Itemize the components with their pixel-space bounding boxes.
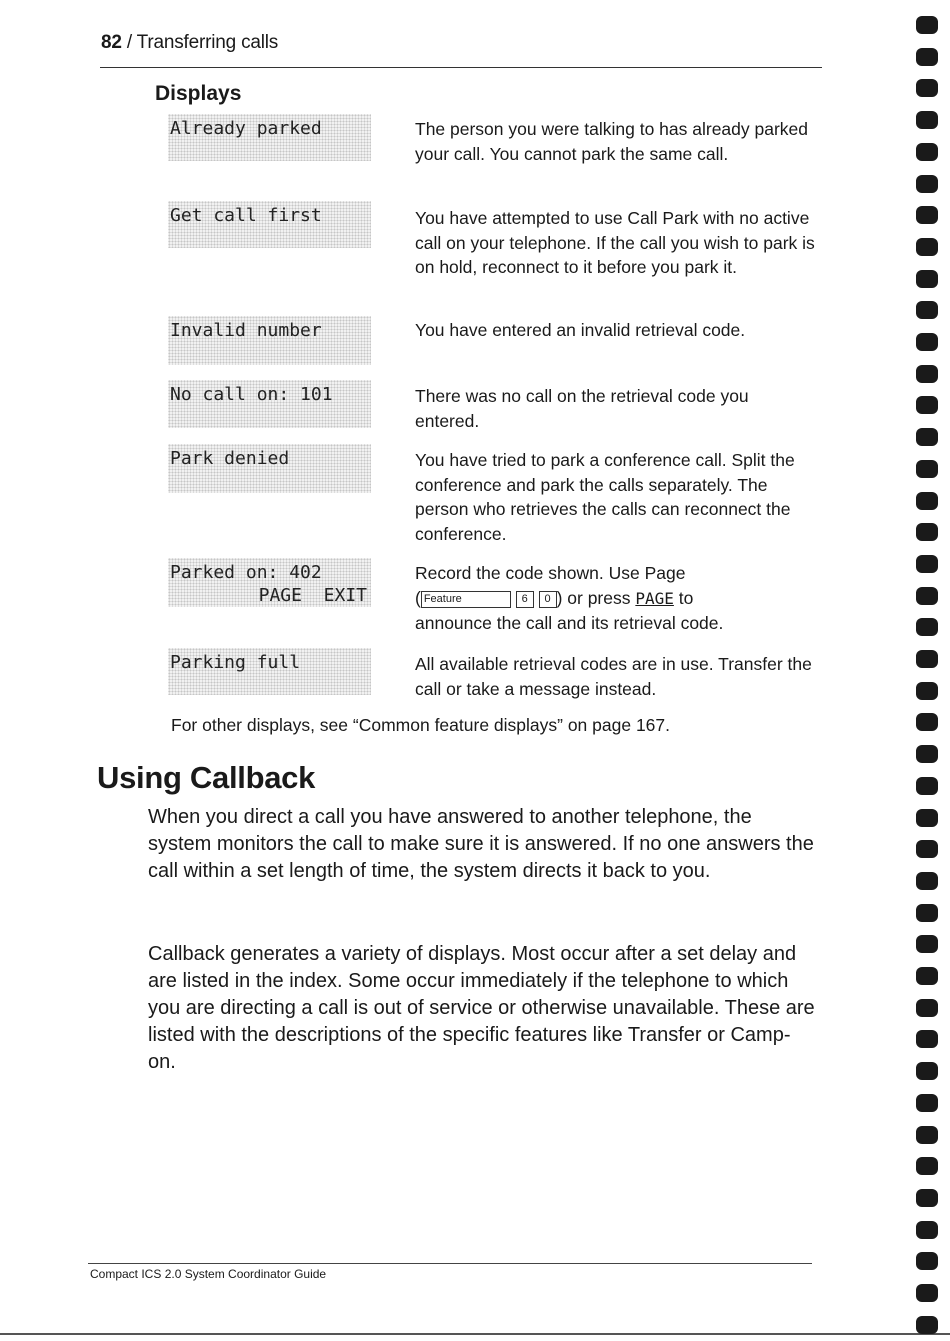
binding-ring-icon bbox=[916, 238, 938, 256]
binding-ring-icon bbox=[916, 1157, 938, 1175]
lcd-display-get-call-first: Get call first bbox=[168, 201, 371, 248]
lcd-display-no-call-on: No call on: 101 bbox=[168, 380, 371, 428]
binding-ring-icon bbox=[916, 301, 938, 319]
page-footer: Compact ICS 2.0 System Coordinator Guide bbox=[90, 1267, 327, 1281]
binding-ring-icon bbox=[916, 365, 938, 383]
page-edge-rule bbox=[0, 1333, 950, 1335]
binding-ring-icon bbox=[916, 175, 938, 193]
desc-line-keys bbox=[415, 586, 815, 612]
lcd-display-invalid-number: Invalid number bbox=[168, 316, 371, 365]
header-rule bbox=[100, 67, 822, 68]
heading-using-callback: Using Callback bbox=[97, 760, 316, 795]
header-title: Transferring calls bbox=[136, 32, 279, 53]
binding-ring-icon bbox=[916, 682, 938, 700]
binding-ring-icon bbox=[916, 270, 938, 288]
display-description: You have tried to park a conference call. Split the conference and park the calls separately. The person who retrieves the calls can reconnect the conference. bbox=[415, 450, 795, 544]
desc-line: announce the call and its retrieval code. bbox=[415, 613, 724, 633]
binding-ring-icon bbox=[916, 111, 938, 129]
binding-ring-icon bbox=[916, 618, 938, 636]
section-title: Displays bbox=[155, 82, 242, 105]
lcd-line-2: PAGE EXIT bbox=[258, 585, 367, 606]
binding-ring-icon bbox=[916, 587, 938, 605]
binding-ring-icon bbox=[916, 1030, 938, 1048]
binding-ring-icon bbox=[916, 396, 938, 414]
binding-ring-icon bbox=[916, 143, 938, 161]
spiral-binding bbox=[916, 8, 942, 1338]
digit-key-0-icon: 0 bbox=[539, 591, 557, 608]
binding-ring-icon bbox=[916, 713, 938, 731]
lcd-line-1: Parked on: 402 bbox=[170, 562, 322, 583]
header-separator: / bbox=[126, 32, 132, 53]
binding-ring-icon bbox=[916, 840, 938, 858]
paragraph: When you direct a call you have answered to another telephone, the system monitors the call to make sure it is answered. If no one answers the call within a set length of time, the system directs it back to you. bbox=[148, 806, 814, 882]
binding-ring-icon bbox=[916, 460, 938, 478]
page-header bbox=[101, 32, 278, 54]
display-description: You have entered an invalid retrieval code. bbox=[415, 320, 746, 340]
other-displays-note: For other displays, see “Common feature displays” on page 167. bbox=[171, 715, 671, 735]
binding-ring-icon bbox=[916, 79, 938, 97]
display-description: You have attempted to use Call Park with no active call on your telephone. If the call you wish to park is on hold, reconnect to it before you park it. bbox=[415, 208, 815, 277]
binding-ring-icon bbox=[916, 1189, 938, 1207]
display-description: All available retrieval codes are in use. Transfer the call or take a message instead. bbox=[415, 654, 812, 699]
feature-key-icon: Feature bbox=[421, 591, 511, 608]
binding-ring-icon bbox=[916, 1126, 938, 1144]
desc-line: Record the code shown. Use Page bbox=[415, 563, 686, 583]
lcd-display-park-denied: Park denied bbox=[168, 444, 371, 493]
binding-ring-icon bbox=[916, 48, 938, 66]
binding-ring-icon bbox=[916, 1284, 938, 1302]
lcd-display-already-parked: Already parked bbox=[168, 114, 371, 161]
binding-ring-icon bbox=[916, 904, 938, 922]
lcd-display-parked-on bbox=[168, 558, 371, 607]
binding-ring-icon bbox=[916, 745, 938, 763]
binding-ring-icon bbox=[916, 872, 938, 890]
binding-ring-icon bbox=[916, 1221, 938, 1239]
binding-ring-icon bbox=[916, 1062, 938, 1080]
lcd-display-parking-full: Parking full bbox=[168, 648, 371, 695]
binding-ring-icon bbox=[916, 16, 938, 34]
paragraph: Callback generates a variety of displays. Most occur after a set delay and are listed in the index. Some occur immediately if the telephone to which you are directing a call is out of service or otherwise unavailable. These are listed with the descriptions of the specific features like Transfer or Camp-on. bbox=[148, 943, 815, 1073]
binding-ring-icon bbox=[916, 333, 938, 351]
binding-ring-icon bbox=[916, 935, 938, 953]
page-softkey-label: PAGE bbox=[635, 588, 674, 608]
display-description: The person you were talking to has already parked your call. You cannot park the same call. bbox=[415, 119, 809, 164]
binding-ring-icon bbox=[916, 809, 938, 827]
binding-ring-icon bbox=[916, 999, 938, 1017]
binding-ring-icon bbox=[916, 555, 938, 573]
binding-ring-icon bbox=[916, 428, 938, 446]
to-text: to bbox=[678, 587, 694, 608]
footer-rule bbox=[88, 1263, 812, 1264]
binding-ring-icon bbox=[916, 777, 938, 795]
binding-ring-icon bbox=[916, 1094, 938, 1112]
or-press-text: ) or press bbox=[556, 587, 631, 608]
binding-ring-icon bbox=[916, 967, 938, 985]
display-description: There was no call on the retrieval code you entered. bbox=[415, 386, 749, 431]
page-number: 82 bbox=[101, 32, 122, 53]
binding-ring-icon bbox=[916, 492, 938, 510]
binding-ring-icon bbox=[916, 650, 938, 668]
open-paren: ( bbox=[415, 587, 421, 608]
binding-ring-icon bbox=[916, 523, 938, 541]
binding-ring-icon bbox=[916, 1316, 938, 1334]
digit-key-6-icon: 6 bbox=[516, 591, 534, 608]
binding-ring-icon bbox=[916, 206, 938, 224]
binding-ring-icon bbox=[916, 1252, 938, 1270]
display-description bbox=[415, 561, 815, 636]
